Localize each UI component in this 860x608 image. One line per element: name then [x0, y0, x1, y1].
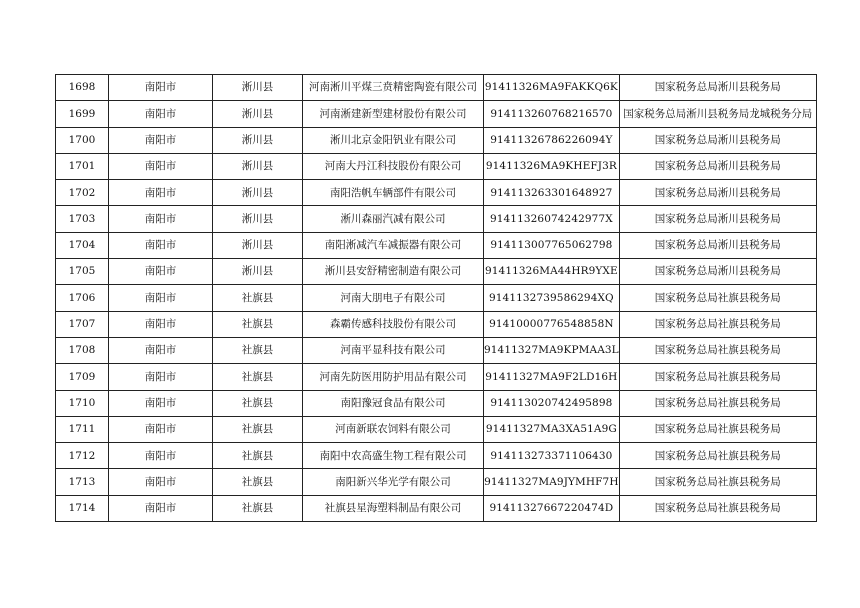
city-cell: 南阳市: [109, 101, 213, 127]
row-number-cell: 1699: [56, 101, 109, 127]
row-number-cell: 1712: [56, 443, 109, 469]
county-cell: 社旗县: [213, 337, 303, 363]
county-cell: 社旗县: [213, 443, 303, 469]
city-cell: 南阳市: [109, 259, 213, 285]
credit-code-cell: 914113273371106430: [484, 443, 620, 469]
company-list-table: [55, 74, 817, 522]
city-cell: 南阳市: [109, 232, 213, 258]
company-name-cell: 南阳浩帆车辆部件有限公司: [303, 180, 484, 206]
row-number-cell: 1703: [56, 206, 109, 232]
tax-bureau-cell: 国家税务总局淅川县税务局龙城税务分局: [619, 101, 816, 127]
credit-code-cell: 91411327MA3XA51A9G: [484, 416, 620, 442]
tax-bureau-cell: 国家税务总局社旗县税务局: [619, 390, 816, 416]
credit-code-cell: 91410000776548858N: [484, 311, 620, 337]
table-row: [56, 259, 817, 285]
row-number-cell: 1698: [56, 75, 109, 101]
city-cell: 南阳市: [109, 285, 213, 311]
table-row: [56, 337, 817, 363]
table-row: [56, 206, 817, 232]
county-cell: 社旗县: [213, 469, 303, 495]
county-cell: 淅川县: [213, 153, 303, 179]
row-number-cell: 1700: [56, 127, 109, 153]
city-cell: 南阳市: [109, 127, 213, 153]
company-name-cell: 淅川县安舒精密制造有限公司: [303, 259, 484, 285]
table-row: [56, 390, 817, 416]
county-cell: 淅川县: [213, 101, 303, 127]
county-cell: 社旗县: [213, 364, 303, 390]
company-name-cell: 河南新联农饲料有限公司: [303, 416, 484, 442]
table-row: [56, 127, 817, 153]
county-cell: 社旗县: [213, 311, 303, 337]
city-cell: 南阳市: [109, 153, 213, 179]
tax-bureau-cell: 国家税务总局淅川县税务局: [619, 153, 816, 179]
company-name-cell: 河南淅川平煤三贲精密陶瓷有限公司: [303, 75, 484, 101]
city-cell: 南阳市: [109, 469, 213, 495]
city-cell: 南阳市: [109, 390, 213, 416]
credit-code-cell: 91411327MA9JYMHF7H: [484, 469, 620, 495]
table-row: [56, 153, 817, 179]
row-number-cell: 1709: [56, 364, 109, 390]
tax-bureau-cell: 国家税务总局淅川县税务局: [619, 259, 816, 285]
tax-bureau-cell: 国家税务总局社旗县税务局: [619, 311, 816, 337]
credit-code-cell: 914113263301648927: [484, 180, 620, 206]
table-row: [56, 311, 817, 337]
credit-code-cell: 91411326074242977X: [484, 206, 620, 232]
company-name-cell: 南阳新兴华光学有限公司: [303, 469, 484, 495]
row-number-cell: 1705: [56, 259, 109, 285]
row-number-cell: 1707: [56, 311, 109, 337]
city-cell: 南阳市: [109, 75, 213, 101]
row-number-cell: 1701: [56, 153, 109, 179]
tax-bureau-cell: 国家税务总局淅川县税务局: [619, 206, 816, 232]
table-row: [56, 232, 817, 258]
company-name-cell: 河南先防医用防护用品有限公司: [303, 364, 484, 390]
tax-bureau-cell: 国家税务总局社旗县税务局: [619, 443, 816, 469]
credit-code-cell: 9141132739586294XQ: [484, 285, 620, 311]
table-row: [56, 75, 817, 101]
city-cell: 南阳市: [109, 416, 213, 442]
tax-bureau-cell: 国家税务总局淅川县税务局: [619, 180, 816, 206]
table-row: [56, 285, 817, 311]
city-cell: 南阳市: [109, 337, 213, 363]
city-cell: 南阳市: [109, 311, 213, 337]
company-name-cell: 河南淅建新型建材股份有限公司: [303, 101, 484, 127]
credit-code-cell: 914113260768216570: [484, 101, 620, 127]
table-row: [56, 469, 817, 495]
row-number-cell: 1711: [56, 416, 109, 442]
credit-code-cell: 91411326786226094Y: [484, 127, 620, 153]
credit-code-cell: 91411327MA9F2LD16H: [484, 364, 620, 390]
county-cell: 淅川县: [213, 75, 303, 101]
credit-code-cell: 91411326MA9KHEFJ3R: [484, 153, 620, 179]
city-cell: 南阳市: [109, 206, 213, 232]
county-cell: 淅川县: [213, 180, 303, 206]
table-row: [56, 364, 817, 390]
company-name-cell: 淅川北京金阳钒业有限公司: [303, 127, 484, 153]
city-cell: 南阳市: [109, 443, 213, 469]
row-number-cell: 1704: [56, 232, 109, 258]
county-cell: 淅川县: [213, 232, 303, 258]
credit-code-cell: 91411326MA44HR9YXE: [484, 259, 620, 285]
tax-bureau-cell: 国家税务总局淅川县税务局: [619, 232, 816, 258]
county-cell: 淅川县: [213, 127, 303, 153]
tax-bureau-cell: 国家税务总局淅川县税务局: [619, 75, 816, 101]
tax-bureau-cell: 国家税务总局社旗县税务局: [619, 416, 816, 442]
county-cell: 社旗县: [213, 416, 303, 442]
tax-bureau-cell: 国家税务总局社旗县税务局: [619, 469, 816, 495]
company-name-cell: 河南大朋电子有限公司: [303, 285, 484, 311]
credit-code-cell: 91411327MA9KPMAA3L: [484, 337, 620, 363]
row-number-cell: 1713: [56, 469, 109, 495]
table-row: [56, 416, 817, 442]
county-cell: 社旗县: [213, 285, 303, 311]
row-number-cell: 1702: [56, 180, 109, 206]
tax-bureau-cell: 国家税务总局社旗县税务局: [619, 364, 816, 390]
table-row: [56, 495, 817, 521]
tax-bureau-cell: 国家税务总局社旗县税务局: [619, 285, 816, 311]
row-number-cell: 1706: [56, 285, 109, 311]
county-cell: 淅川县: [213, 259, 303, 285]
table-body: [56, 75, 817, 522]
company-name-cell: 社旗县星海塑料制品有限公司: [303, 495, 484, 521]
city-cell: 南阳市: [109, 364, 213, 390]
tax-bureau-cell: 国家税务总局淅川县税务局: [619, 127, 816, 153]
table-row: [56, 101, 817, 127]
tax-bureau-cell: 国家税务总局社旗县税务局: [619, 337, 816, 363]
row-number-cell: 1710: [56, 390, 109, 416]
company-name-cell: 南阳豫冠食品有限公司: [303, 390, 484, 416]
credit-code-cell: 914113020742495898: [484, 390, 620, 416]
county-cell: 社旗县: [213, 495, 303, 521]
company-name-cell: 南阳淅减汽车减振器有限公司: [303, 232, 484, 258]
company-name-cell: 南阳中农高盛生物工程有限公司: [303, 443, 484, 469]
credit-code-cell: 91411327667220474D: [484, 495, 620, 521]
city-cell: 南阳市: [109, 495, 213, 521]
company-name-cell: 河南大丹江科技股份有限公司: [303, 153, 484, 179]
city-cell: 南阳市: [109, 180, 213, 206]
county-cell: 社旗县: [213, 390, 303, 416]
credit-code-cell: 914113007765062798: [484, 232, 620, 258]
company-name-cell: 河南平显科技有限公司: [303, 337, 484, 363]
table-row: [56, 180, 817, 206]
row-number-cell: 1714: [56, 495, 109, 521]
row-number-cell: 1708: [56, 337, 109, 363]
credit-code-cell: 91411326MA9FAKKQ6K: [484, 75, 620, 101]
table-row: [56, 443, 817, 469]
company-name-cell: 淅川森丽汽减有限公司: [303, 206, 484, 232]
county-cell: 淅川县: [213, 206, 303, 232]
company-name-cell: 森霸传感科技股份有限公司: [303, 311, 484, 337]
tax-bureau-cell: 国家税务总局社旗县税务局: [619, 495, 816, 521]
